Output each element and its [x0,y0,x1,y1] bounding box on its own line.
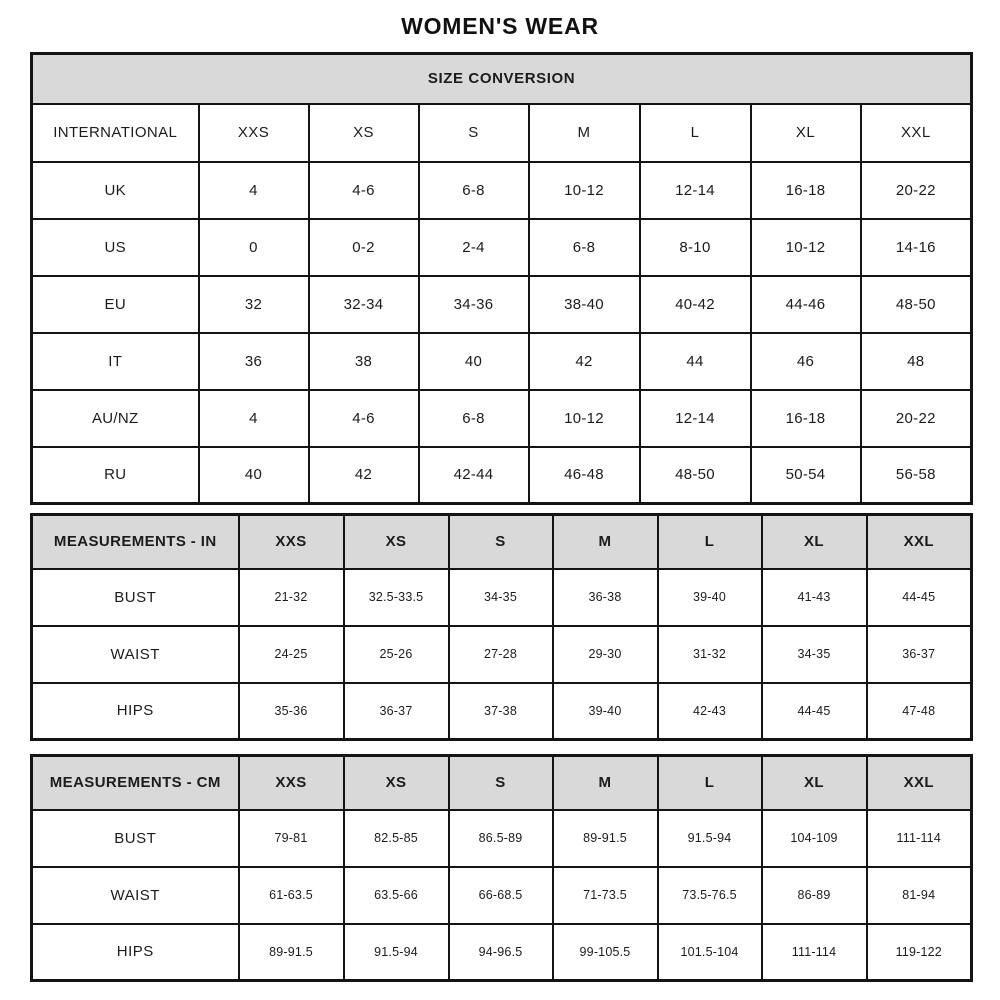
size-conversion-value-cell: 16-18 [751,162,861,219]
measurements-in-row [32,569,972,626]
measurements-in-value-cell: 35-36 [239,683,344,740]
size-conversion-row [32,219,972,276]
page-title: WOMEN'S WEAR [401,13,599,39]
size-conversion-table [30,52,973,505]
size-conversion-value-cell: 0-2 [309,219,419,276]
size-conversion-row [32,276,972,333]
size-conversion-value-cell: 48 [861,333,972,390]
measurements-cm-row-label: HIPS [32,924,239,981]
measurements-in-value-cell: 39-40 [553,683,658,740]
size-conversion-value-cell: 42-44 [419,447,529,504]
measurements-in-value-cell: 27-28 [449,626,553,683]
measurements-cm-value-cell: 71-73.5 [553,867,658,924]
measurements-cm-value-cell: 61-63.5 [239,867,344,924]
measurements-cm-value-cell: 94-96.5 [449,924,553,981]
size-conversion-value-cell: 16-18 [751,390,861,447]
size-conversion-title: SIZE CONVERSION [32,54,972,104]
size-conversion-value-cell: 44 [640,333,751,390]
size-conversion-value-cell: 10-12 [529,162,640,219]
measurements-cm-row-label: WAIST [32,867,239,924]
measurements-cm-value-cell: 99-105.5 [553,924,658,981]
size-conversion-size-header: XS [309,104,419,162]
size-conversion-value-cell: 34-36 [419,276,529,333]
measurements-in-row-label: HIPS [32,683,239,740]
size-conversion-value-cell: 20-22 [861,390,972,447]
column-header-international: INTERNATIONAL [32,104,199,162]
measurements-cm-value-cell: 79-81 [239,810,344,867]
measurements-cm-value-cell: 82.5-85 [344,810,449,867]
size-conversion-value-cell: 38-40 [529,276,640,333]
measurements-in-value-cell: 36-37 [867,626,972,683]
measurements-cm-size-header: L [658,756,762,810]
measurements-in-value-cell: 44-45 [762,683,867,740]
measurements-in-value-cell: 34-35 [762,626,867,683]
measurements-in-value-cell: 47-48 [867,683,972,740]
size-conversion-value-cell: 6-8 [419,390,529,447]
measurements-cm-value-cell: 101.5-104 [658,924,762,981]
measurements-in-value-cell: 36-38 [553,569,658,626]
measurements-cm-size-header: XXL [867,756,972,810]
measurements-in-table [30,513,973,741]
size-conversion-value-cell: 12-14 [640,162,751,219]
size-conversion-row [32,333,972,390]
size-conversion-row-label: UK [32,162,199,219]
size-conversion-row [32,390,972,447]
measurements-in-title: MEASUREMENTS - IN [32,515,239,569]
size-conversion-size-header: XL [751,104,861,162]
size-conversion-row [32,162,972,219]
size-conversion-value-cell: 38 [309,333,419,390]
size-conversion-value-cell: 2-4 [419,219,529,276]
measurements-in-value-cell: 31-32 [658,626,762,683]
measurements-cm-size-header: XS [344,756,449,810]
measurements-cm-value-cell: 89-91.5 [239,924,344,981]
measurements-cm-table [30,754,973,982]
size-conversion-size-header: XXS [199,104,309,162]
measurements-in-value-cell: 42-43 [658,683,762,740]
table-gap [30,505,970,513]
size-conversion-value-cell: 46 [751,333,861,390]
size-conversion-row-label: AU/NZ [32,390,199,447]
measurements-in-size-header: S [449,515,553,569]
measurements-cm-size-header: S [449,756,553,810]
measurements-in-size-header: XL [762,515,867,569]
measurements-in-size-header: M [553,515,658,569]
size-conversion-value-cell: 56-58 [861,447,972,504]
size-conversion-value-cell: 8-10 [640,219,751,276]
measurements-cm-value-cell: 119-122 [867,924,972,981]
measurements-cm-value-cell: 73.5-76.5 [658,867,762,924]
size-conversion-value-cell: 6-8 [529,219,640,276]
measurements-cm-size-header: M [553,756,658,810]
measurements-cm-value-cell: 81-94 [867,867,972,924]
measurements-in-value-cell: 36-37 [344,683,449,740]
measurements-in-value-cell: 44-45 [867,569,972,626]
size-conversion-value-cell: 0 [199,219,309,276]
measurements-cm-value-cell: 104-109 [762,810,867,867]
size-conversion-size-header: XXL [861,104,972,162]
measurements-cm-value-cell: 86.5-89 [449,810,553,867]
measurements-in-size-header: XS [344,515,449,569]
size-conversion-value-cell: 32-34 [309,276,419,333]
measurements-cm-row [32,867,972,924]
size-conversion-value-cell: 42 [529,333,640,390]
size-conversion-value-cell: 44-46 [751,276,861,333]
measurements-in-row-label: BUST [32,569,239,626]
measurements-cm-row-label: BUST [32,810,239,867]
measurements-in-value-cell: 25-26 [344,626,449,683]
size-conversion-header-row [32,54,972,104]
measurements-cm-row [32,924,972,981]
size-conversion-value-cell: 20-22 [861,162,972,219]
measurements-in-value-cell: 37-38 [449,683,553,740]
size-conversion-row [32,447,972,504]
measurements-cm-row [32,810,972,867]
measurements-cm-value-cell: 111-114 [762,924,867,981]
size-conversion-row-label: RU [32,447,199,504]
size-conversion-row-label: US [32,219,199,276]
measurements-in-row-label: WAIST [32,626,239,683]
size-conversion-size-header: S [419,104,529,162]
size-conversion-value-cell: 4 [199,162,309,219]
measurements-in-row [32,626,972,683]
size-conversion-row-label: EU [32,276,199,333]
measurements-in-value-cell: 41-43 [762,569,867,626]
measurements-cm-value-cell: 86-89 [762,867,867,924]
measurements-in-row [32,683,972,740]
size-conversion-columns-row [32,104,972,162]
size-conversion-value-cell: 6-8 [419,162,529,219]
measurements-cm-size-header: XXS [239,756,344,810]
size-conversion-value-cell: 42 [309,447,419,504]
size-conversion-value-cell: 12-14 [640,390,751,447]
measurements-in-size-header: L [658,515,762,569]
table-gap [30,741,970,754]
measurements-in-value-cell: 39-40 [658,569,762,626]
measurements-cm-value-cell: 66-68.5 [449,867,553,924]
measurements-cm-value-cell: 63.5-66 [344,867,449,924]
size-conversion-row-label: IT [32,333,199,390]
measurements-in-value-cell: 29-30 [553,626,658,683]
size-conversion-value-cell: 4-6 [309,162,419,219]
measurements-in-value-cell: 21-32 [239,569,344,626]
size-conversion-value-cell: 48-50 [861,276,972,333]
measurements-in-value-cell: 34-35 [449,569,553,626]
size-conversion-value-cell: 46-48 [529,447,640,504]
size-conversion-value-cell: 36 [199,333,309,390]
size-conversion-value-cell: 40-42 [640,276,751,333]
size-conversion-value-cell: 40 [199,447,309,504]
measurements-in-size-header: XXS [239,515,344,569]
measurements-cm-value-cell: 111-114 [867,810,972,867]
size-conversion-value-cell: 48-50 [640,447,751,504]
size-conversion-value-cell: 50-54 [751,447,861,504]
size-conversion-size-header: L [640,104,751,162]
size-conversion-size-header: M [529,104,640,162]
size-conversion-value-cell: 4 [199,390,309,447]
measurements-cm-value-cell: 91.5-94 [658,810,762,867]
size-conversion-value-cell: 14-16 [861,219,972,276]
measurements-cm-value-cell: 91.5-94 [344,924,449,981]
measurements-in-header-row [32,515,972,569]
measurements-cm-title: MEASUREMENTS - CM [32,756,239,810]
size-conversion-value-cell: 4-6 [309,390,419,447]
size-conversion-value-cell: 10-12 [751,219,861,276]
size-conversion-value-cell: 10-12 [529,390,640,447]
size-conversion-value-cell: 40 [419,333,529,390]
measurements-in-size-header: XXL [867,515,972,569]
measurements-cm-header-row [32,756,972,810]
measurements-cm-value-cell: 89-91.5 [553,810,658,867]
measurements-in-value-cell: 32.5-33.5 [344,569,449,626]
size-conversion-value-cell: 32 [199,276,309,333]
measurements-in-value-cell: 24-25 [239,626,344,683]
measurements-cm-size-header: XL [762,756,867,810]
